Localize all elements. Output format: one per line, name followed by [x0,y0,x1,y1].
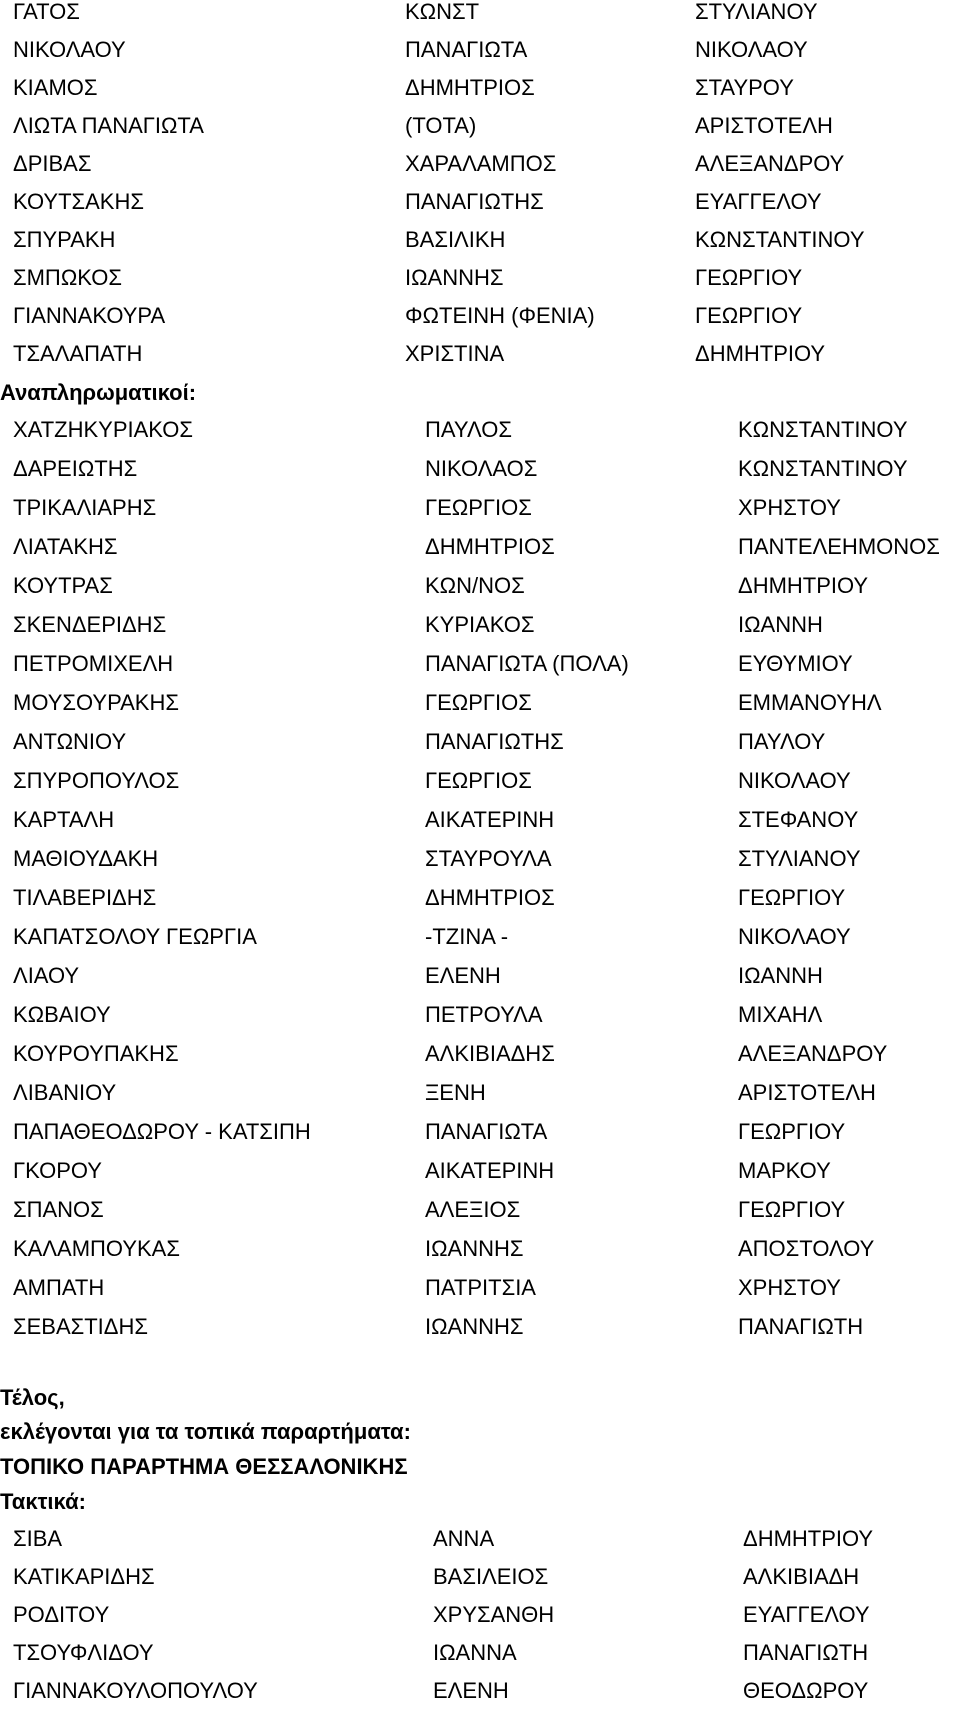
surname-cell: ΣΠΥΡΟΠΟΥΛΟΣ [13,768,180,793]
surname-cell: ΣΕΒΑΣΤΙΔΗΣ [13,1314,148,1339]
first-name-cell: ΔΗΜΗΤΡΙΟΣ [425,885,555,910]
first-name-cell: ΦΩΤΕΙΝΗ (ΦΕΝΙΑ) [405,303,595,328]
father-name-cell: ΧΡΗΣΤΟΥ [738,1275,841,1300]
first-name-cell: ΓΕΩΡΓΙΟΣ [425,495,532,520]
surname-cell: ΚΙΑΜΟΣ [13,75,98,100]
surname-cell: ΚΟΥΤΣΑΚΗΣ [13,189,144,214]
surname-cell: ΤΡΙΚΑΛΙΑΡΗΣ [13,495,157,520]
father-name-cell: ΑΛΕΞΑΝΔΡΟΥ [738,1041,888,1066]
surname-cell: ΜΟΥΣΟΥΡΑΚΗΣ [13,690,179,715]
first-name-cell: ΙΩΑΝΝΑ [433,1640,517,1665]
surname-cell: ΚΟΥΡΟΥΠΑΚΗΣ [13,1041,179,1066]
surname-cell: ΚΑΛΑΜΠΟΥΚΑΣ [13,1236,180,1261]
table-row [0,925,960,961]
table-row [0,808,960,844]
first-name-cell: ΓΕΩΡΓΙΟΣ [425,690,532,715]
first-name-cell: ΣΤΑΥΡΟΥΛΑ [425,846,552,871]
father-name-cell: ΓΕΩΡΓΙΟΥ [738,885,846,910]
branch-heading: ΤΟΠΙΚΟ ΠΑΡΑΡΤΗΜΑ ΘΕΣΣΑΛΟΝΙΚΗΣ [0,1454,408,1479]
surname-cell: ΚΑΤΙΚΑΡΙΔΗΣ [13,1564,155,1589]
surname-cell: ΧΑΤΖΗΚΥΡΙΑΚΟΣ [13,417,193,442]
surname-cell: ΛΙΑΤΑΚΗΣ [13,534,118,559]
table-row [0,847,960,883]
table-row [0,496,960,532]
table-row [0,1198,960,1234]
father-name-cell: ΙΩΑΝΝΗ [738,612,823,637]
surname-cell: ΣΠΥΡΑΚΗ [13,227,116,252]
father-name-cell: ΣΤΕΦΑΝΟΥ [738,807,859,832]
father-name-cell: ΔΗΜΗΤΡΙΟΥ [738,573,869,598]
surname-cell: ΓΙΑΝΝΑΚΟΥΡΑ [13,303,166,328]
first-name-cell: ΑΙΚΑΤΕΡΙΝΗ [425,1158,555,1183]
first-name-cell: -ΤΖΙΝΑ - [425,924,509,949]
first-name-cell: ΒΑΣΙΛΙΚΗ [405,227,506,252]
table-row [0,1641,960,1677]
father-name-cell: ΑΛΕΞΑΝΔΡΟΥ [695,151,845,176]
table-row [0,114,960,150]
first-name-cell: ΠΑΝΑΓΙΩΤΑ [425,1119,548,1144]
first-name-cell: ΠΑΤΡΙΤΣΙΑ [425,1275,536,1300]
surname-cell: ΤΣΟΥΦΛΙΔΟΥ [13,1640,154,1665]
first-name-cell: ΔΗΜΗΤΡΙΟΣ [405,75,535,100]
father-name-cell: ΓΕΩΡΓΙΟΥ [695,265,803,290]
father-name-cell: ΕΥΘΥΜΙΟΥ [738,651,853,676]
father-name-cell: ΓΕΩΡΓΙΟΥ [738,1119,846,1144]
first-name-cell: ΕΛΕΝΗ [433,1678,509,1703]
finally-heading: Τέλος, [0,1385,65,1410]
father-name-cell: ΓΕΩΡΓΙΟΥ [738,1197,846,1222]
father-name-cell: ΘΕΟΔΩΡΟΥ [743,1678,869,1703]
father-name-cell: ΕΥΑΓΓΕΛΟΥ [743,1602,870,1627]
table-row [0,769,960,805]
father-name-cell: ΜΙΧΑΗΛ [738,1002,823,1027]
table-row [0,0,960,36]
surname-cell: ΚΩΒΑΙΟΥ [13,1002,111,1027]
table-row [0,1527,960,1563]
surname-cell: ΛΙΒΑΝΙΟΥ [13,1080,117,1105]
surname-cell: ΝΙΚΟΛΑΟΥ [13,37,126,62]
father-name-cell: ΜΑΡΚΟΥ [738,1158,831,1183]
first-name-cell: ΚΩΝ/ΝΟΣ [425,573,525,598]
table-row [0,228,960,264]
surname-cell: ΣΠΑΝΟΣ [13,1197,104,1222]
first-name-cell: ΕΛΕΝΗ [425,963,501,988]
first-name-cell: ΠΕΤΡΟΥΛΑ [425,1002,543,1027]
table-row [0,1120,960,1156]
surname-cell: ΠΑΠΑΘΕΟΔΩΡΟΥ - ΚΑΤΣΙΠΗ [13,1119,311,1144]
surname-cell: ΣΜΠΩΚΟΣ [13,265,122,290]
table-row [0,304,960,340]
table-row [0,152,960,188]
surname-cell: ΑΜΠΑΤΗ [13,1275,105,1300]
father-name-cell: ΕΥΑΓΓΕΛΟΥ [695,189,822,214]
father-name-cell: ΚΩΝΣΤΑΝΤΙΝΟΥ [738,456,908,481]
surname-cell: ΛΙΑΟΥ [13,963,80,988]
surname-cell: ΚΑΠΑΤΣΟΛΟΥ ΓΕΩΡΓΙΑ [13,924,257,949]
regular-members-heading: Τακτικά: [0,1489,86,1514]
table-row [0,1237,960,1273]
surname-cell: ΜΑΘΙΟΥΔΑΚΗ [13,846,159,871]
table-row [0,574,960,610]
first-name-cell: ΔΗΜΗΤΡΙΟΣ [425,534,555,559]
table-row [0,190,960,226]
surname-cell: ΔΑΡΕΙΩΤΗΣ [13,456,138,481]
first-name-cell: ΠΑΝΑΓΙΩΤΗΣ [425,729,564,754]
father-name-cell: ΠΑΝΑΓΙΩΤΗ [738,1314,864,1339]
surname-cell: ΑΝΤΩΝΙΟΥ [13,729,127,754]
father-name-cell: ΣΤΥΛΙΑΝΟΥ [695,0,818,24]
father-name-cell: ΔΗΜΗΤΡΙΟΥ [695,341,826,366]
first-name-cell: ΞΕΝΗ [425,1080,486,1105]
surname-cell: ΣΙΒΑ [13,1526,63,1551]
first-name-cell: ΚΩΝΣΤ [405,0,480,24]
first-name-cell: ΧΑΡΑΛΑΜΠΟΣ [405,151,557,176]
surname-cell: ΡΟΔΙΤΟΥ [13,1602,110,1627]
surname-cell: ΚΑΡΤΑΛΗ [13,807,115,832]
father-name-cell: ΓΕΩΡΓΙΟΥ [695,303,803,328]
father-name-cell: ΣΤΑΥΡΟΥ [695,75,794,100]
table-row [0,964,960,1000]
table-row [0,76,960,112]
table-row [0,418,960,454]
surname-cell: ΓΑΤΟΣ [13,0,80,24]
first-name-cell: ΙΩΑΝΝΗΣ [425,1236,524,1261]
father-name-cell: ΚΩΝΣΤΑΝΤΙΝΟΥ [738,417,908,442]
first-name-cell: ΑΛΕΞΙΟΣ [425,1197,521,1222]
first-name-cell: ΠΑΝΑΓΙΩΤΑ [405,37,528,62]
table-row [0,1276,960,1312]
table-row [0,886,960,922]
father-name-cell: ΝΙΚΟΛΑΟΥ [738,924,851,949]
father-name-cell: ΠΑΝΤΕΛΕΗΜΟΝΟΣ [738,534,940,559]
father-name-cell: ΙΩΑΝΝΗ [738,963,823,988]
surname-cell: ΣΚΕΝΔΕΡΙΔΗΣ [13,612,167,637]
first-name-cell: ΠΑΝΑΓΙΩΤΗΣ [405,189,544,214]
first-name-cell: ΑΛΚΙΒΙΑΔΗΣ [425,1041,555,1066]
father-name-cell: ΧΡΗΣΤΟΥ [738,495,841,520]
table-row [0,457,960,493]
father-name-cell: ΠΑΝΑΓΙΩΤΗ [743,1640,869,1665]
table-row [0,38,960,74]
first-name-cell: ΧΡΥΣΑΝΘΗ [433,1602,555,1627]
father-name-cell: ΝΙΚΟΛΑΟΥ [695,37,808,62]
table-row [0,535,960,571]
surname-cell: ΓΚΟΡΟΥ [13,1158,102,1183]
substitutes-heading: Αναπληρωματικοί: [0,380,197,405]
table-row [0,266,960,302]
father-name-cell: ΑΡΙΣΤΟΤΕΛΗ [738,1080,876,1105]
first-name-cell: ΧΡΙΣΤΙΝΑ [405,341,505,366]
first-name-cell: ΠΑΝΑΓΙΩΤΑ (ΠΟΛΑ) [425,651,629,676]
table-row [0,1003,960,1039]
first-name-cell: ΓΕΩΡΓΙΟΣ [425,768,532,793]
table-row [0,1159,960,1195]
table-row [0,1081,960,1117]
table-row [0,342,960,378]
first-name-cell: ΑΝΝΑ [433,1526,495,1551]
local-branches-heading: εκλέγονται για τα τοπικά παραρτήματα: [0,1419,411,1444]
father-name-cell: ΠΑΥΛΟΥ [738,729,826,754]
surname-cell: ΤΣΑΛΑΠΑΤΗ [13,341,143,366]
table-row [0,691,960,727]
surname-cell: ΠΕΤΡΟΜΙΧΕΛΗ [13,651,174,676]
first-name-cell: ΒΑΣΙΛΕΙΟΣ [433,1564,549,1589]
table-row [0,1315,960,1351]
father-name-cell: ΑΛΚΙΒΙΑΔΗ [743,1564,860,1589]
father-name-cell: ΣΤΥΛΙΑΝΟΥ [738,846,861,871]
father-name-cell: ΝΙΚΟΛΑΟΥ [738,768,851,793]
first-name-cell: (ΤΟΤΑ) [405,113,477,138]
table-row [0,1565,960,1601]
first-name-cell: ΙΩΑΝΝΗΣ [405,265,504,290]
father-name-cell: ΑΠΟΣΤΟΛΟΥ [738,1236,875,1261]
surname-cell: ΛΙΩΤΑ ΠΑΝΑΓΙΩΤΑ [13,113,204,138]
father-name-cell: ΔΗΜΗΤΡΙΟΥ [743,1526,874,1551]
table-row [0,730,960,766]
first-name-cell: ΙΩΑΝΝΗΣ [425,1314,524,1339]
table-row [0,1603,960,1639]
first-name-cell: ΝΙΚΟΛΑΟΣ [425,456,538,481]
table-row [0,613,960,649]
first-name-cell: ΠΑΥΛΟΣ [425,417,512,442]
table-row [0,1679,960,1715]
father-name-cell: ΚΩΝΣΤΑΝΤΙΝΟΥ [695,227,865,252]
surname-cell: ΤΙΛΑΒΕΡΙΔΗΣ [13,885,157,910]
first-name-cell: ΚΥΡΙΑΚΟΣ [425,612,535,637]
father-name-cell: ΑΡΙΣΤΟΤΕΛΗ [695,113,833,138]
table-row [0,1042,960,1078]
father-name-cell: ΕΜΜΑΝΟΥΗΛ [738,690,882,715]
surname-cell: ΔΡΙΒΑΣ [13,151,92,176]
table-row [0,652,960,688]
first-name-cell: ΑΙΚΑΤΕΡΙΝΗ [425,807,555,832]
surname-cell: ΚΟΥΤΡΑΣ [13,573,113,598]
surname-cell: ΓΙΑΝΝΑΚΟΥΛΟΠΟΥΛΟΥ [13,1678,258,1703]
